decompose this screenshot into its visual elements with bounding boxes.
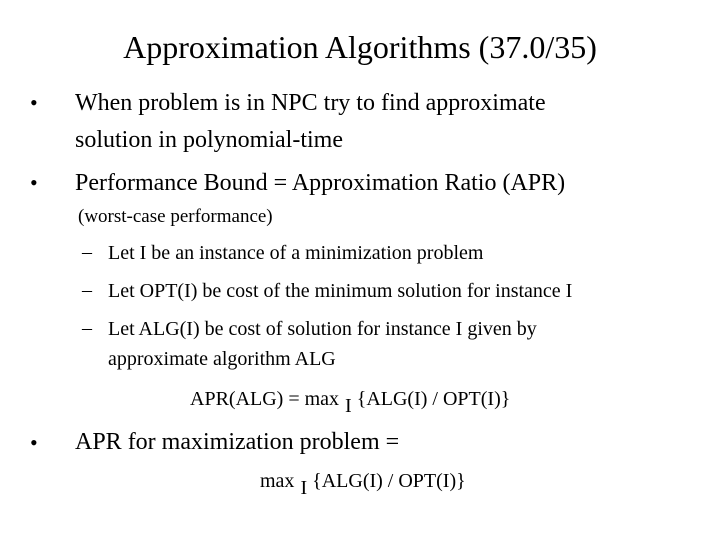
bullet-marker: • bbox=[30, 430, 38, 455]
bullet-1-line-2: solution in polynomial-time bbox=[75, 127, 343, 153]
apr-formula bbox=[190, 386, 511, 417]
formula-body: {ALG(I) / OPT(I)} bbox=[356, 388, 511, 410]
subitem-2-text: Let OPT(I) be cost of the minimum solution for instance I bbox=[108, 280, 573, 302]
bullet-marker: • bbox=[30, 90, 38, 115]
formula-subscript: I bbox=[345, 395, 352, 417]
bullet-marker: • bbox=[30, 170, 38, 195]
subitem-marker: – bbox=[82, 279, 92, 301]
subitem-1-text: Let I be an instance of a minimization problem bbox=[108, 242, 484, 264]
bullet-3-line-1: APR for maximization problem = bbox=[75, 429, 400, 455]
bullet-1-line-1: When problem is in NPC try to find approximate bbox=[75, 90, 546, 116]
max-formula bbox=[260, 468, 466, 499]
subitem-marker: – bbox=[82, 317, 92, 339]
formula-prefix: APR(ALG) = max bbox=[190, 388, 340, 410]
subitem-marker: – bbox=[82, 241, 92, 263]
subitem-3-line-2: approximate algorithm ALG bbox=[108, 348, 336, 370]
bullet-2-line-1: Performance Bound = Approximation Ratio (APR) bbox=[75, 170, 566, 196]
slide-title: Approximation Algorithms (37.0/35) bbox=[123, 29, 597, 65]
formula-body: {ALG(I) / OPT(I)} bbox=[312, 470, 466, 492]
subitem-3-line-1: Let ALG(I) be cost of solution for instance I given by bbox=[108, 318, 537, 340]
formula-prefix: max bbox=[260, 470, 295, 492]
formula-subscript: I bbox=[300, 477, 308, 499]
bullet-2-note: (worst-case performance) bbox=[78, 206, 273, 227]
